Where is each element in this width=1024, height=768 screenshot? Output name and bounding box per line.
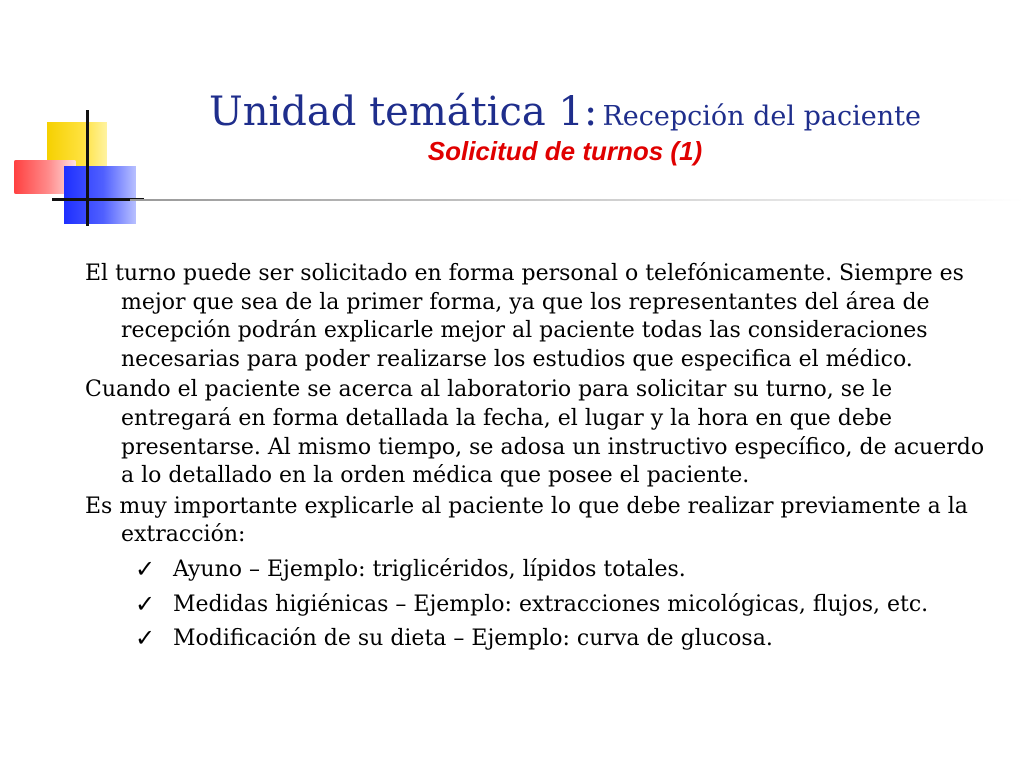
title-main: Unidad temática 1:: [209, 89, 598, 135]
checklist-item-text: Ayuno – Ejemplo: triglicéridos, lípidos totales.: [173, 556, 686, 582]
title-divider: [130, 199, 1024, 201]
checkmark-icon: ✓: [135, 624, 156, 653]
logo-blue-square: [64, 166, 136, 224]
slide-subtitle: Solicitud de turnos (1): [427, 136, 703, 166]
checkmark-icon: ✓: [135, 589, 156, 618]
paragraph-2: Cuando el paciente se acerca al laboratorio para solicitar su turno, se le entregará en forma detallada la fecha, el lugar y la hora en que debe presentarse. Al mismo tiempo, se adosa un instructivo específico, de acuerdo a lo detallado en la orden médica que posee el paciente.: [85, 377, 985, 489]
paragraph-1: El turno puede ser solicitado en forma personal o telefónicamente. Siempre es mejor que sea de la primer forma, ya que los representantes del área de recepción podrán explicarle mejor al paciente todas las consideraciones necesarias para poder realizarse los estudios que especifica el médico.: [85, 261, 964, 372]
checklist-item: [135, 591, 985, 620]
paragraph-3: Es muy importante explicarle al paciente lo que debe realizar previamente a la extracción:: [85, 493, 968, 548]
slide-title: [150, 88, 980, 167]
title-sub: Recepción del paciente: [602, 101, 921, 132]
checklist-item: [135, 556, 985, 585]
decorative-logo: [0, 0, 160, 240]
checklist-item: [135, 625, 985, 654]
checkmark-icon: ✓: [135, 554, 156, 583]
logo-vertical-line: [86, 110, 89, 226]
checklist-item-text: Modificación de su dieta – Ejemplo: curva de glucosa.: [173, 626, 773, 652]
checklist-item-text: Medidas higiénicas – Ejemplo: extracciones micológicas, flujos, etc.: [173, 591, 929, 617]
slide-body: [85, 260, 985, 654]
